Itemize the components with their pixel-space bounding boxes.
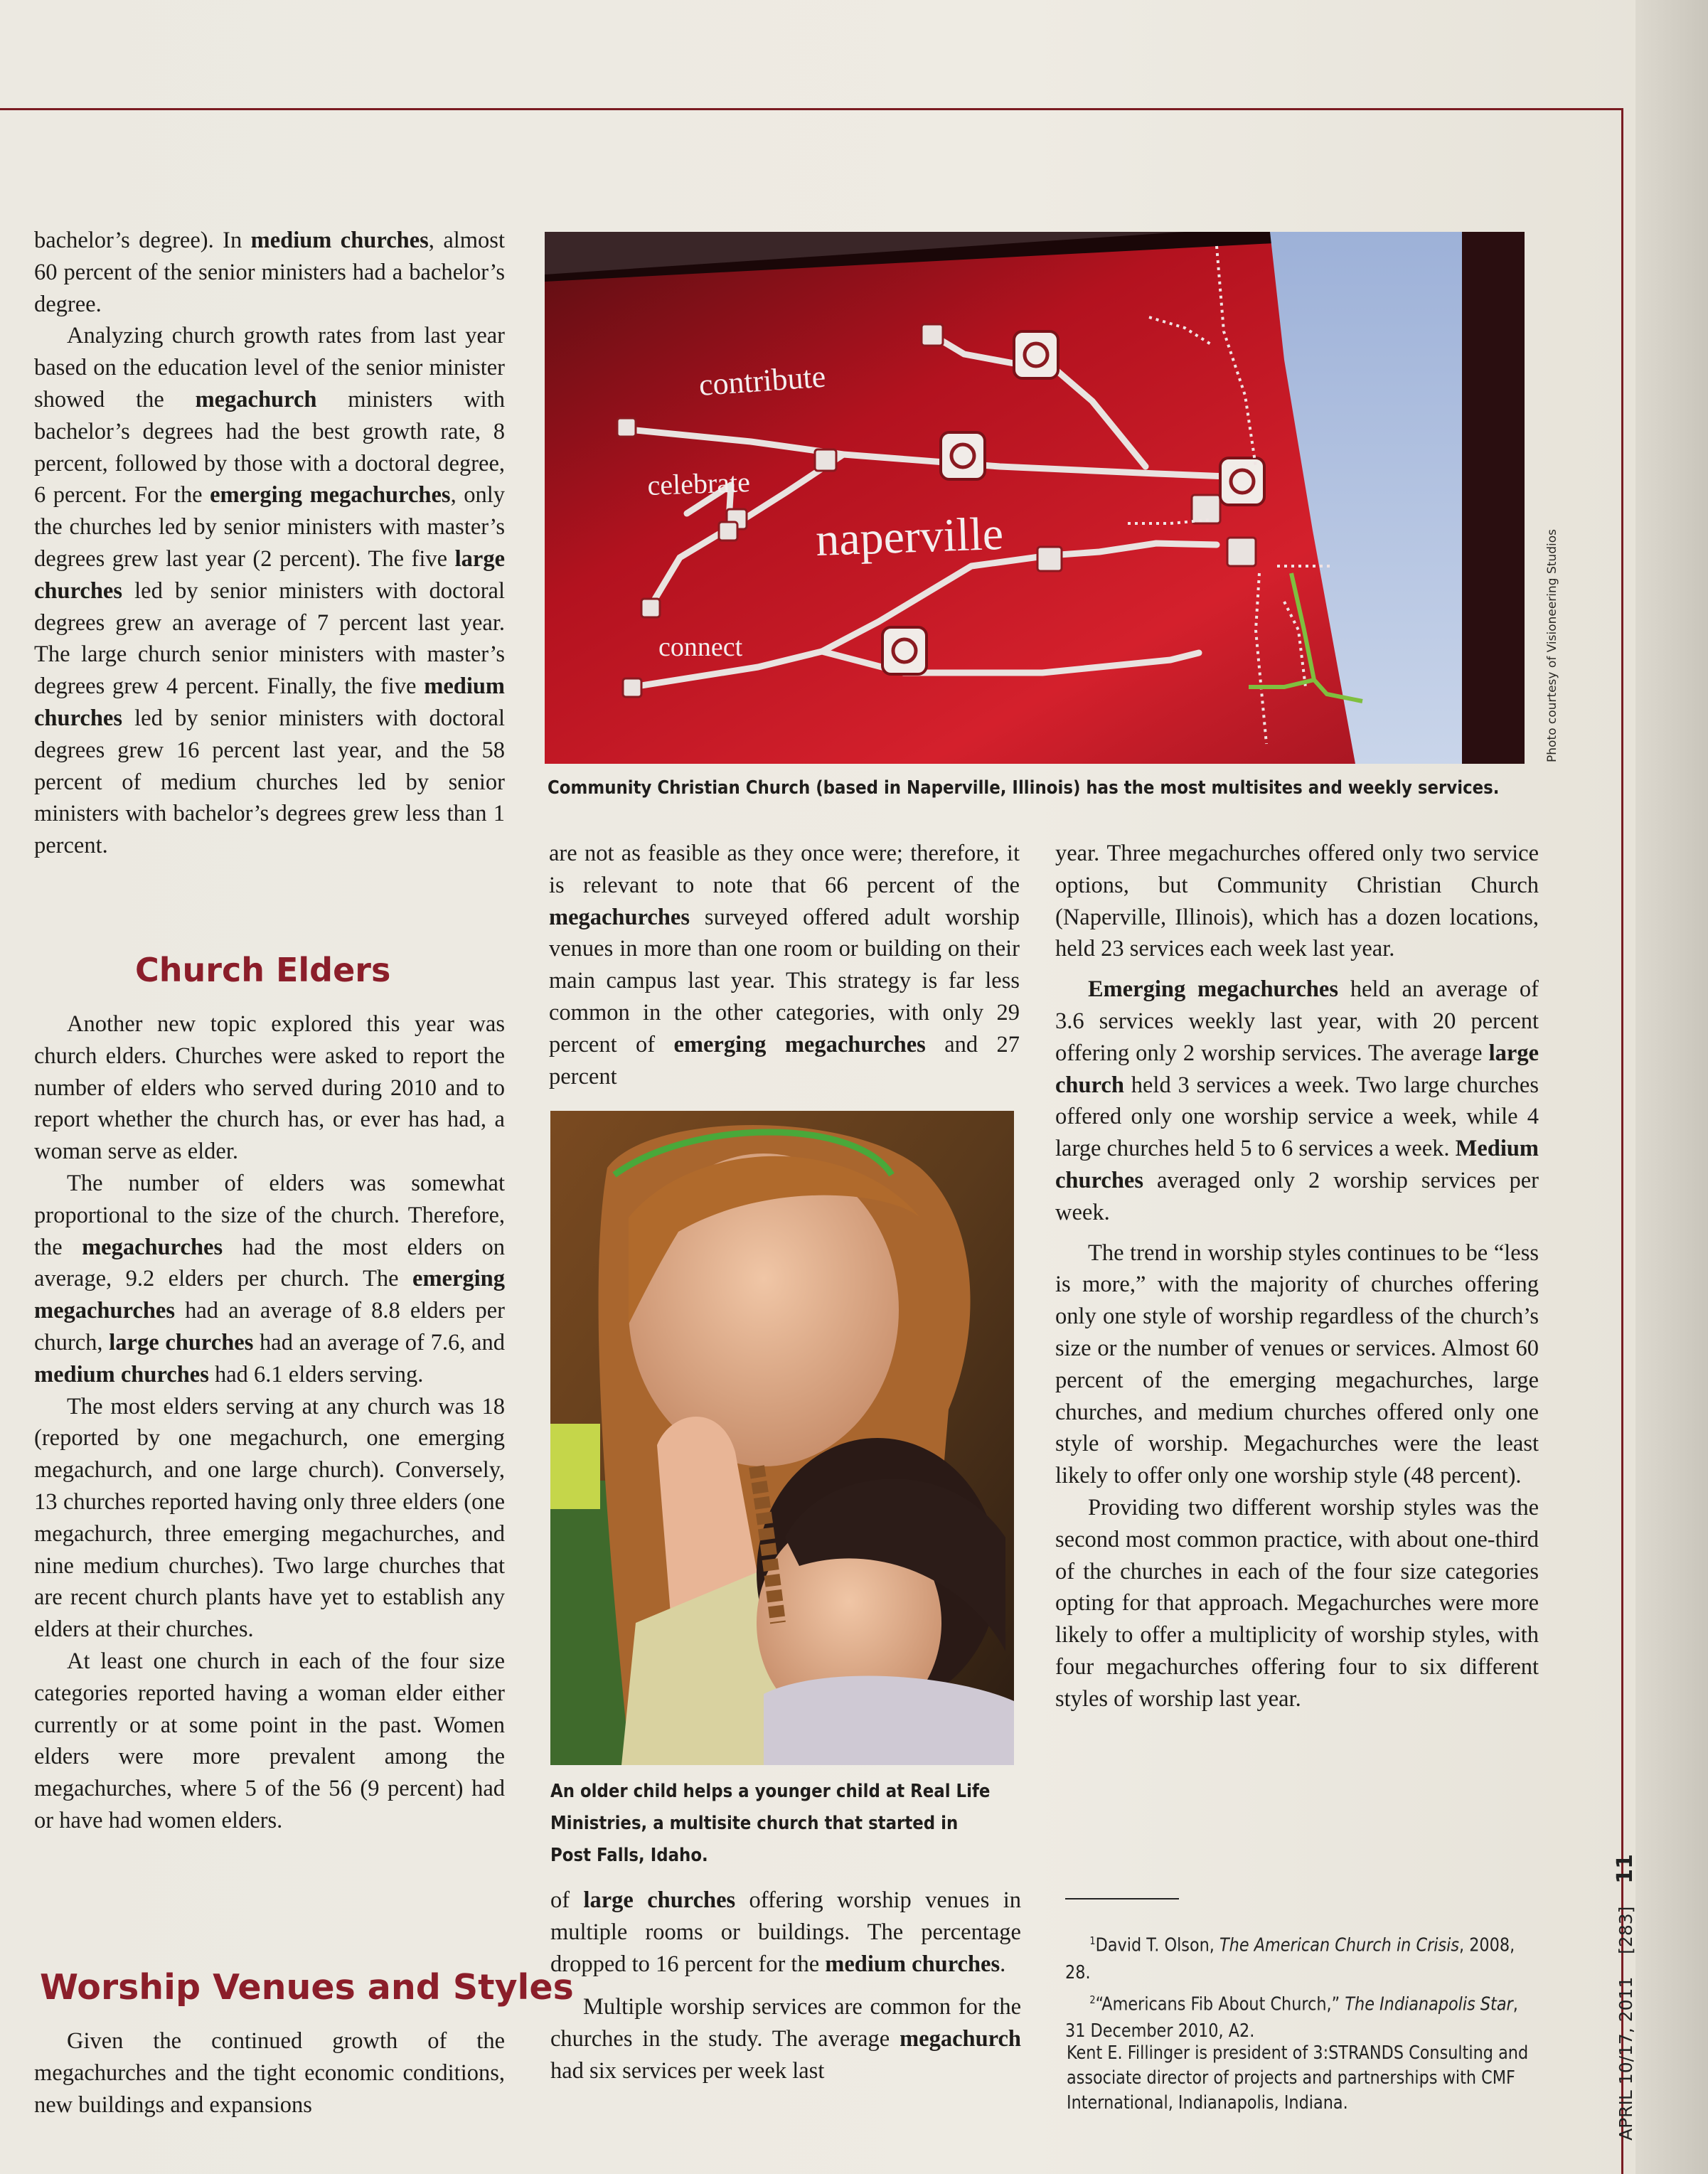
photo-credit: Photo courtesy of Visioneering Studios	[1545, 529, 1559, 762]
column-2-lower	[550, 1885, 1021, 2087]
col2-para-2: of large churches offering worship venues in multiple rooms or buildings. The percentage dropped to 16 percent for the medium churches.	[550, 1887, 1021, 1977]
col1-para-5: The most elders serving at any church was 18 (reported by one megachurch, one emerging megachurch, and one large church). Conversely, 13 churches reported having only three elders (one megachurch, three emerging megachurches, and nine medium churches). Two large churches that are recent church plants have yet to establish any elders at their churches.	[34, 1393, 505, 1643]
col1-para-4: The number of elders was somewhat proportional to the size of the church. Therefore, the megachurches had the most elders on average, 9.2 elders per church. The emerging megachurches had an average of 8.8 elders per church, large churches had an average of 7.6, and medium churches had 6.1 elders serving.	[34, 1170, 505, 1387]
column-2	[549, 838, 1020, 1092]
column-1	[34, 225, 505, 862]
col1-para-2: Analyzing church growth rates from last year based on the education level of the senior minister showed the megachurch ministers with bachelor’s degrees had the best growth rate, 8 percent, followed by those with a doctoral degree, 6 percent. For the emerging megachurches, only the churches led by senior ministers with master’s degrees grew last year (2 percent). The five large churches led by senior ministers with doctoral degrees grew an average of 7 percent last year. The large church senior ministers with master’s degrees grew 4 percent. Finally, the five medium churches led by senior ministers with doctoral degrees grew 16 percent last year, and the 58 percent of medium churches led by senior ministers with bachelor’s degrees grew less than 1 percent.	[34, 323, 506, 859]
sign-word-naperville: naperville	[814, 507, 1005, 566]
col3-para-3: The trend in worship styles continues to be “less is more,” with the majority of churches offering only one style of worship regardless of the church’s size or the number of venues or services. Almost 60 percent of the emerging megachurches, large churches, and medium churches offered only one style of worship. Megachurches were the least likely to offer only one worship style (48 percent).	[1055, 1240, 1539, 1489]
page-edge	[1635, 0, 1708, 2174]
column-1-bottom	[34, 2025, 505, 2121]
photo-caption-naperville: Community Christian Church (based in Naperville, Illinois) has the most multisites and weekly services.	[548, 777, 1500, 799]
sign-word-connect: connect	[658, 632, 743, 662]
page-number: 11	[1613, 1854, 1638, 1884]
footnote-2: $^2$“Americans Fib About Church,” The Indianapolis Star, 31 December 2010, A2.	[1065, 1993, 1518, 2042]
col3-para-2: Emerging megachurches held an average of 3.6 services weekly last year, with 20 percent offering only 2 worship services. The average large church held 3 services a week. Two large churches offered only one worship service a week, while 4 large churches held 5 to 6 services a week. Medium churches averaged only 2 worship services per week.	[1055, 976, 1539, 1225]
col3-para-1: year. Three megachurches offered only two service options, but Community Christian Church (Naperville, Illinois), which has a dozen locations, held 23 services each week last year.	[1055, 841, 1539, 962]
col3-para-4: Providing two different worship styles was the second most common practice, with about one-third of the churches in each of the four size categories opting for that approach. Megachurches were more likely to offer a multiplicity of worship styles, with four megachurches offering four to six different styles of worship last year.	[1055, 1494, 1539, 1712]
column-3	[1055, 838, 1539, 1715]
folio	[1613, 1854, 1638, 2141]
top-rule	[0, 108, 1623, 110]
children-photo	[550, 1111, 1014, 1765]
footnote-rule	[1065, 1898, 1179, 1899]
col2-para-1: are not as feasible as they once were; therefore, it is relevant to note that 66 percent of the megachurches surveyed offered adult worship venues in more than one room or building on their main campus last year. This strategy is far less common in the other categories, with only 29 percent of emerging megachurches and 27 percent	[549, 841, 1020, 1089]
sign-word-celebrate: celebrate	[646, 465, 751, 501]
column-1-lower	[34, 1008, 505, 1837]
col1-para-1: bachelor’s degree). In medium churches, almost 60 percent of the senior ministers had a bachelor’s degree.	[34, 228, 505, 317]
col1-para-3: Another new topic explored this year was church elders. Churches were asked to report the number of elders who served during 2010 and to report whether the church has, or ever has had, a woman serve as elder.	[34, 1011, 505, 1165]
author-bio: Kent E. Fillinger is president of 3:STRANDS Consulting and associate director of projects and partnerships with CMF International, Indianapolis, Indiana.	[1067, 2042, 1529, 2114]
folio-issue: [283]	[1616, 1906, 1636, 1954]
col1-para-6: At least one church in each of the four size categories reported having a woman elder either currently or at some point in the past. Women elders were more prevalent among the megachurches, where 5 of the 56 (9 percent) had or have had women elders.	[34, 1648, 505, 1833]
footnote-1: $^1$David T. Olson, The American Church in Crisis, 2008, 28.	[1065, 1934, 1515, 1983]
col2-para-3: Multiple worship services are common for the churches in the study. The average megachurch had six services per week last	[550, 1994, 1021, 2084]
sign-word-contribute: contribute	[698, 358, 827, 403]
photo-caption-children: An older child helps a younger child at Real Life Ministries, a multisite church that started in Post Falls, Idaho.	[550, 1781, 991, 1866]
heading-worship-venues: Worship Venues and Styles	[40, 1967, 574, 2008]
naperville-sign-photo	[545, 232, 1525, 764]
footnotes	[1065, 1927, 1530, 2045]
folio-date: APRIL 10/17, 2011	[1616, 1976, 1636, 2141]
col1-para-7: Given the continued growth of the megachurches and the tight economic conditions, new buildings and expansions	[34, 2028, 505, 2118]
heading-church-elders: Church Elders	[135, 951, 391, 989]
